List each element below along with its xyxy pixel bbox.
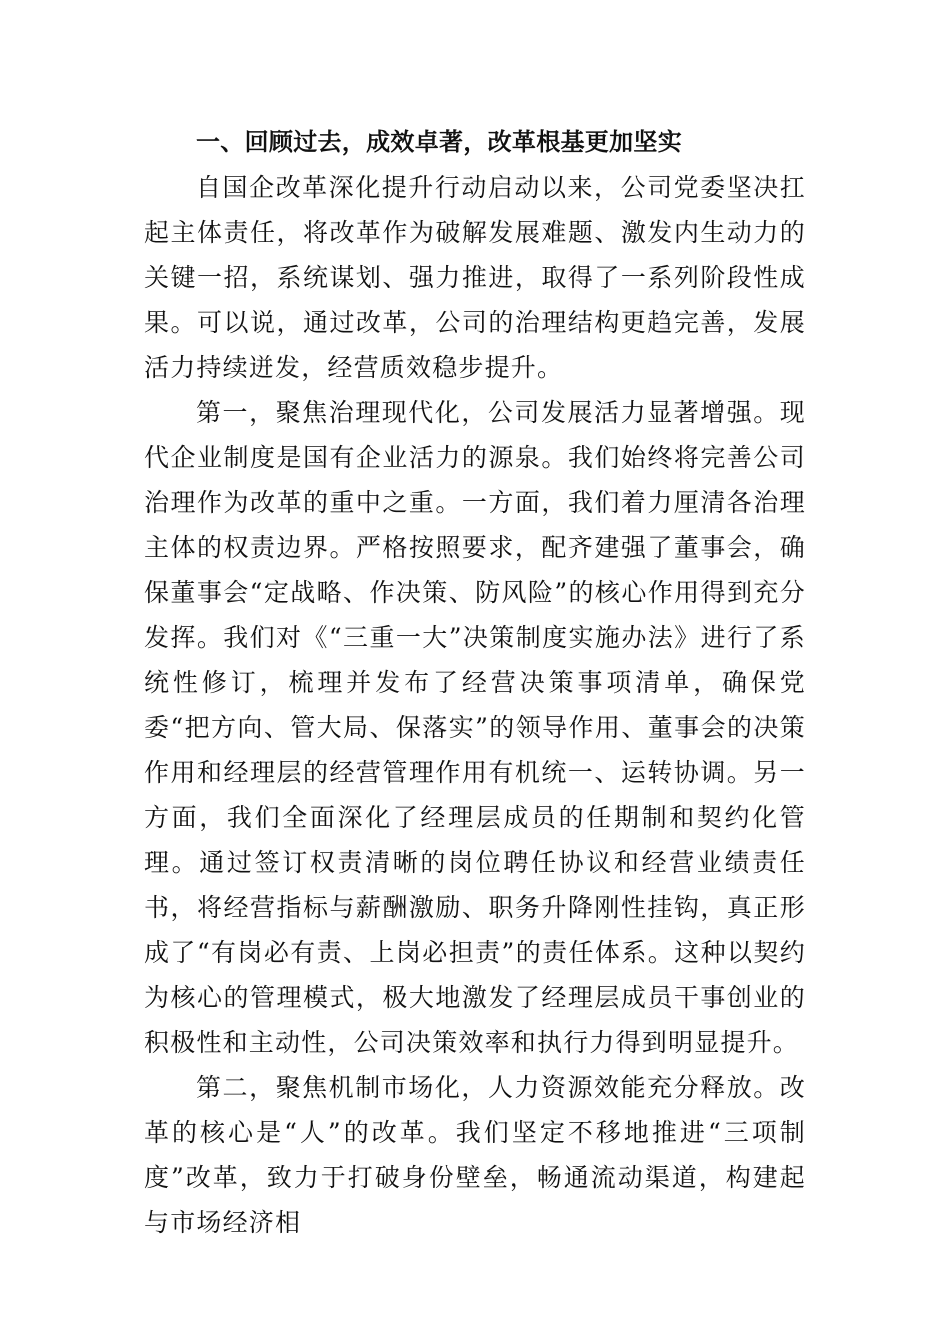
paragraph-market-mechanism: 第二，聚焦机制市场化，人力资源效能充分释放。改革的核心是“人”的改革。我们坚定不移地推进“三项制度”改革，致力于打破身份壁垒，畅通流动渠道，构建起与市场经济相 [144,1073,806,1237]
section-heading: 一、回顾过去，成效卓著，改革根基更加坚实 [196,128,682,156]
paragraph-governance: 第一，聚焦治理现代化，公司发展活力显著增强。现代企业制度是国有企业活力的源泉。我们始终将完善公司治理作为改革的重中之重。一方面，我们着力厘清各治理主体的权责边界。严格按照要求，配齐建强了董事会，确保董事会“定战略、作决策、防风险”的核心作用得到充分发挥。我们对《“三重一大”决策制度实施办法》进行了系统性修订，梳理并发布了经营决策事项清单，确保党委“把方向、管大局、保落实”的领导作用、董事会的决策作用和经理层的经营管理作用有机统一、运转协调。另一方面，我们全面深化了经理层成员的任期制和契约化管理。通过签订权责清晰的岗位聘任协议和经营业绩责任书，将经营指标与薪酬激励、职务升降刚性挂钩，真正形成了“有岗必有责、上岗必担责”的责任体系。这种以契约为核心的管理模式，极大地激发了经理层成员干事创业的积极性和主动性，公司决策效率和执行力得到明显提升。 [144,398,806,1057]
document-body [144,120,806,1245]
paragraph-intro: 自国企改革深化提升行动启动以来，公司党委坚决扛起主体责任，将改革作为破解发展难题、激发内生动力的关键一招，系统谋划、强力推进，取得了一系列阶段性成果。可以说，通过改革，公司的治理结构更趋完善，发展活力持续迸发，经营质效稳步提升。 [144,173,806,382]
